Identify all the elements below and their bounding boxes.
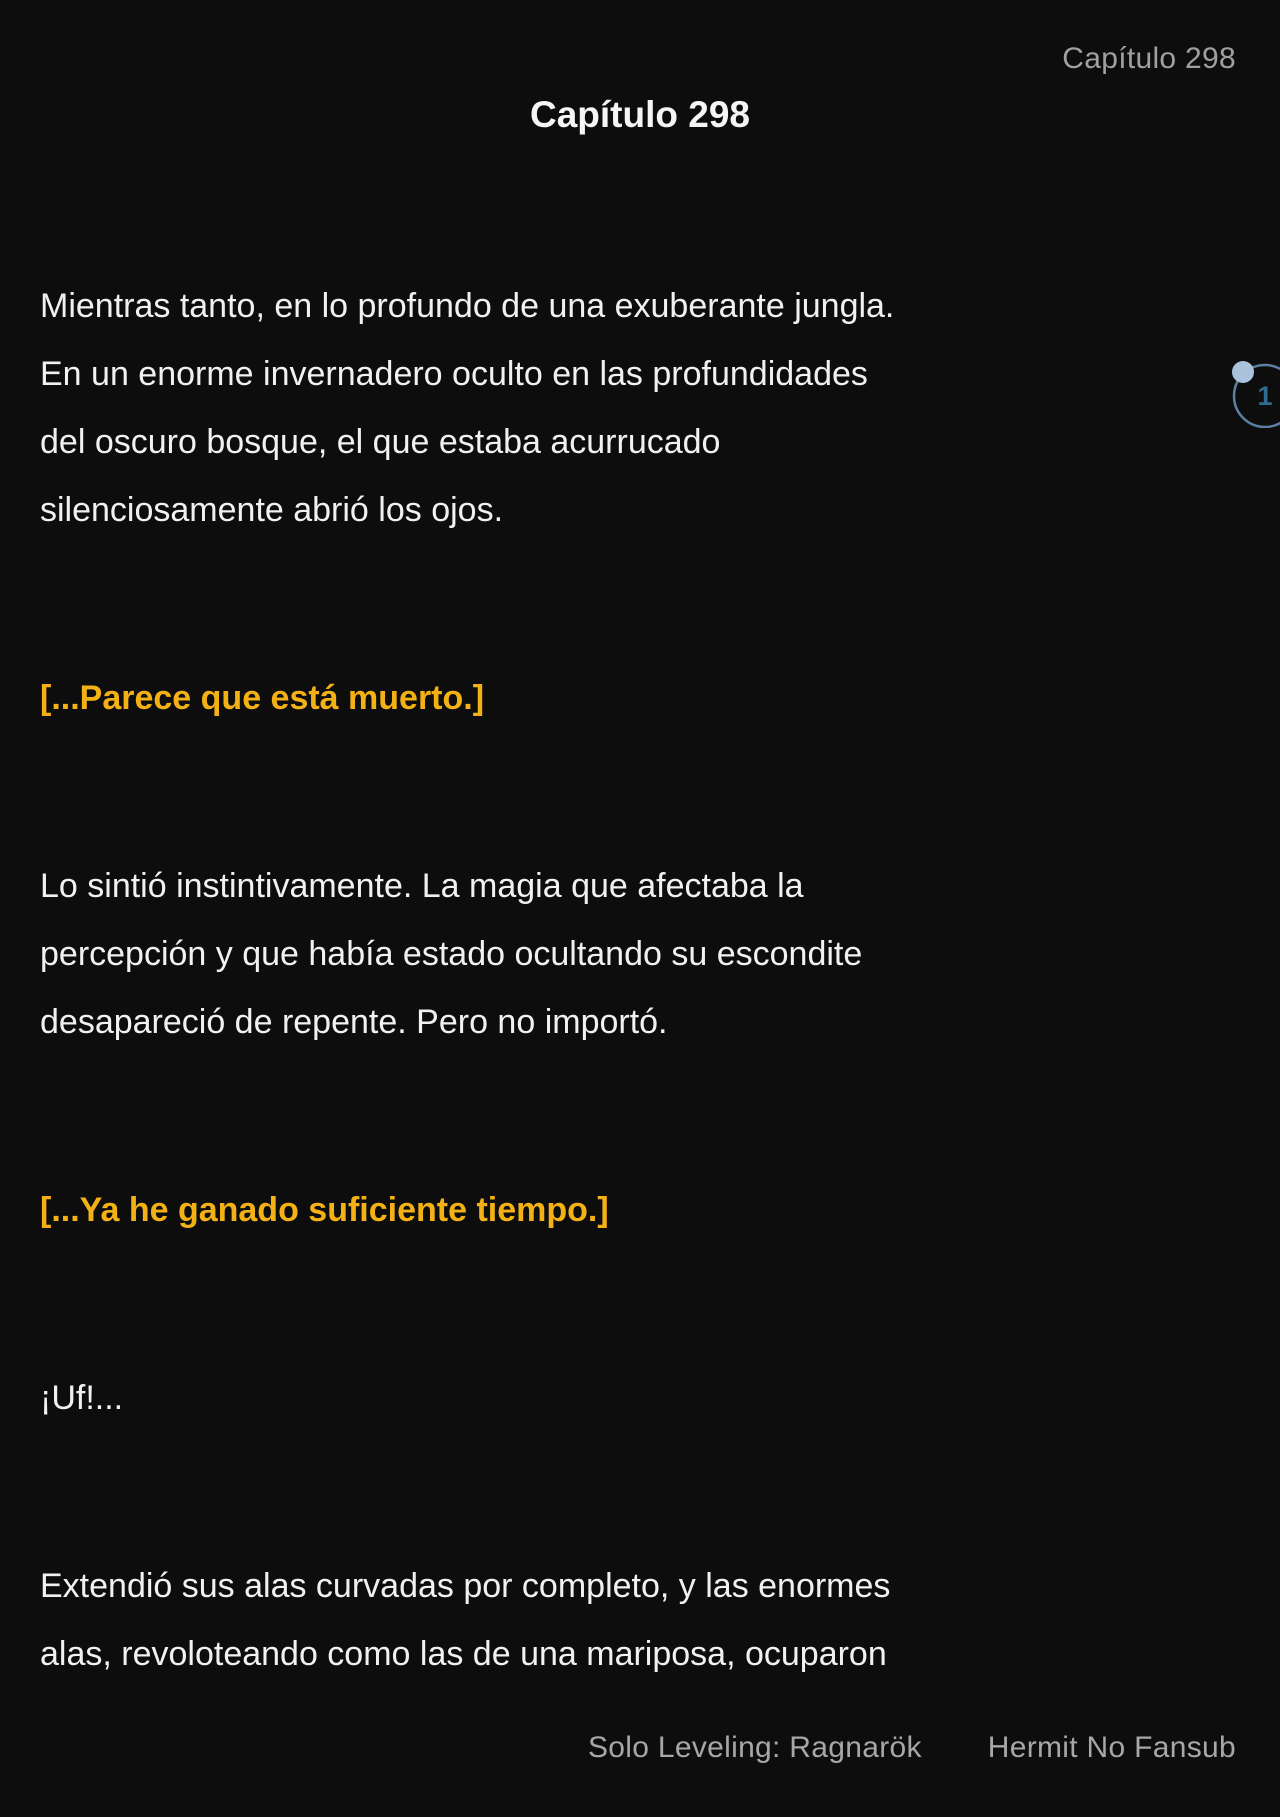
paragraph-line: desapareció de repente. Pero no importó. xyxy=(40,1003,668,1041)
paragraph xyxy=(40,1552,1244,1688)
paragraph-line: percepción y que había estado ocultando su escondite xyxy=(40,935,863,973)
annotation-count: 1 xyxy=(1257,381,1273,411)
paragraph-line: alas, revoloteando como las de una mariposa, ocuparon xyxy=(40,1635,887,1673)
page-footer xyxy=(588,1731,1236,1765)
footer-fansub-credit: Hermit No Fansub xyxy=(987,1731,1236,1764)
dialogue-paragraph xyxy=(40,1176,1244,1244)
annotation-count-badge[interactable] xyxy=(1230,356,1280,428)
annotation-dot-icon xyxy=(1232,361,1254,383)
paragraph-line: Lo sintió instintivamente. La magia que afectaba la xyxy=(40,867,804,905)
paragraph xyxy=(40,852,1244,1056)
footer-book-title: Solo Leveling: Ragnarök xyxy=(588,1731,922,1764)
paragraph xyxy=(40,272,1244,544)
dialogue-line: [...Ya he ganado suficiente tiempo.] xyxy=(40,1191,609,1229)
paragraph-line: Extendió sus alas curvadas por completo, y las enormes xyxy=(40,1567,891,1605)
running-header: Capítulo 298 xyxy=(1062,42,1236,75)
chapter-title: Capítulo 298 xyxy=(530,94,750,135)
paragraph-line: silenciosamente abrió los ojos. xyxy=(40,491,504,529)
dialogue-paragraph xyxy=(40,664,1244,732)
chapter-body xyxy=(40,272,1244,1808)
paragraph-line: ¡Uf!... xyxy=(40,1379,124,1417)
dialogue-line: [...Parece que está muerto.] xyxy=(40,679,485,717)
paragraph xyxy=(40,1364,1244,1432)
paragraph-line: del oscuro bosque, el que estaba acurrucado xyxy=(40,423,721,461)
paragraph-line: En un enorme invernadero oculto en las profundidades xyxy=(40,355,868,393)
paragraph-line: Mientras tanto, en lo profundo de una exuberante jungla. xyxy=(40,287,895,325)
